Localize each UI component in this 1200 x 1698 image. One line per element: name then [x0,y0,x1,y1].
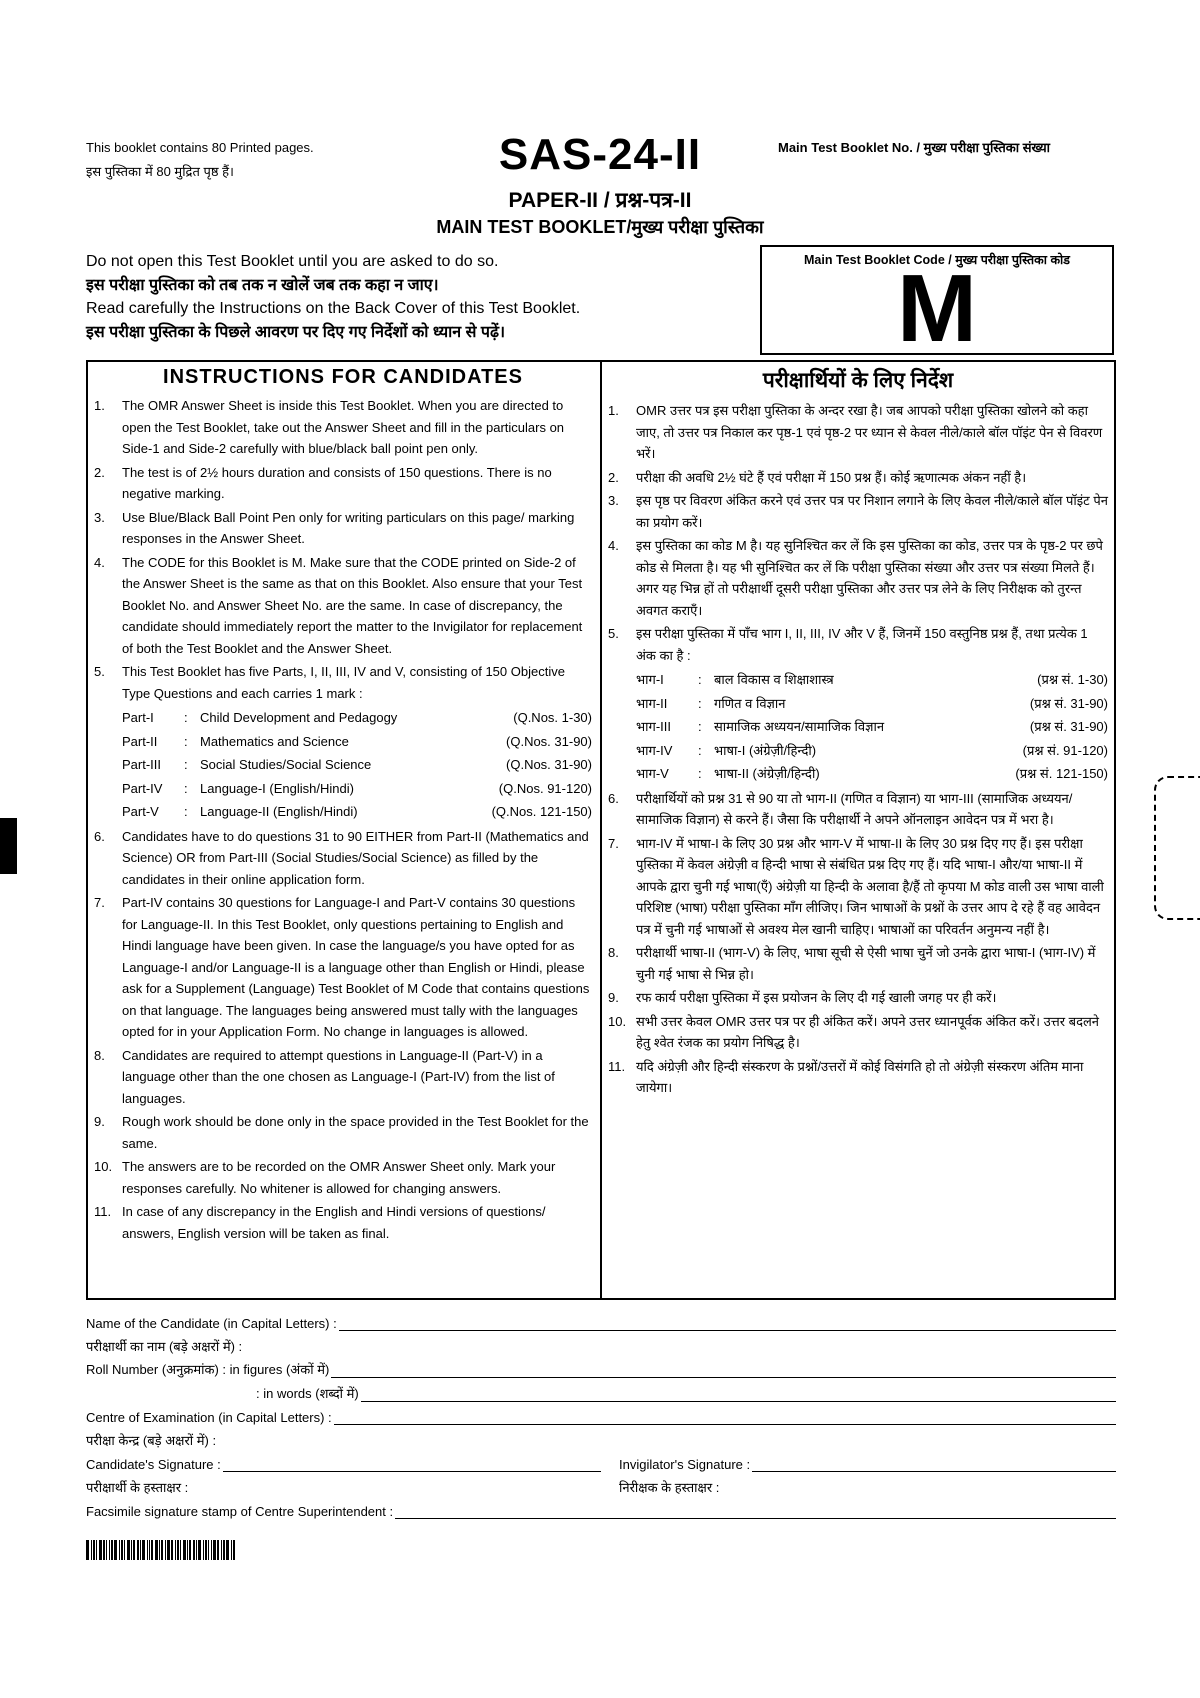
name-label-en: Name of the Candidate (in Capital Letters) : [86,1316,337,1331]
instruction-text: इस परीक्षा पुस्तिका में पाँच भाग I, II, III, IV और V हैं, जिनमें 150 वस्तुनिष्ठ प्रश्न हैं, तथा प्रत्येक 1 अंक का है : [636,626,1088,663]
part-name: Part-V [122,804,159,819]
part-colon: : [184,757,188,772]
notice-line-4: इस परीक्षा पुस्तिका के पिछले आवरण पर दिए गए निर्देशों को ध्यान से पढ़ें। [86,323,506,341]
roll-number-label: Roll Number (अनुक्रमांक) : in figures (अंकों में) [86,1362,330,1377]
instructions-hindi [608,366,1108,1101]
part-row [636,762,1108,786]
barcode-bar [205,1540,207,1560]
hi-instruction-item [608,833,1108,941]
en-instruction-item [94,507,592,550]
candidate-details-form [86,1308,1116,1519]
part-colon: : [184,804,188,819]
barcode-bar [93,1540,95,1560]
barcode-bar [133,1540,135,1560]
barcode-bar [189,1540,191,1560]
part-question-range: (Q.Nos. 31-90) [506,733,592,749]
instruction-number: 7. [608,835,619,851]
en-instruction-item [94,395,592,460]
instruction-text: This Test Booklet has five Parts, I, II, III, IV and V, consisting of 150 Objective Type Questions and each carries 1 mark : [122,664,565,701]
hi-parts-table [636,668,1108,786]
barcode-bar [203,1540,204,1560]
part-row [122,706,592,730]
instruction-text: The OMR Answer Sheet is inside this Test Booklet. When you are directed to open the Test Booklet, take out the Answer Sheet and fill in the particulars on Side-1 and Side-2 carefully with blue/black ball point pen only. [122,398,565,456]
part-subject: भाषा-II (अंग्रेज़ी/हिन्दी) [714,766,820,781]
barcode-bar [131,1540,132,1560]
barcode-bar [223,1540,225,1560]
instruction-number: 5. [94,664,105,679]
instruction-number: 8. [608,945,619,960]
signature-row-hi [86,1472,1116,1496]
part-name: भाग-V [636,766,669,781]
barcode-bar [96,1540,97,1560]
part-colon: : [698,719,702,734]
roll-words-label: : in words (शब्दों में) [256,1386,359,1401]
en-instruction-item [94,552,592,660]
barcode-bar [142,1540,145,1560]
invigilator-signature-hi [619,1478,1116,1496]
barcode-bar [109,1540,110,1560]
en-instruction-item [94,826,592,891]
barcode-bar [180,1540,181,1560]
part-subject: भाषा-I (अंग्रेज़ी/हिन्दी) [714,742,817,758]
barcode-bar [211,1540,212,1560]
hi-instruction-item [608,987,1108,1009]
column-divider [600,360,602,1300]
part-name: भाग-III [636,719,671,734]
barcode-bar [86,1540,89,1560]
instruction-number: 9. [608,990,619,1005]
barcode-bar [171,1540,173,1560]
booklet-code-box [760,245,1114,362]
part-name: Part-IV [122,780,163,796]
instruction-number: 5. [608,626,619,641]
instruction-text: Part-IV contains 30 questions for Language-I and Part-V contains 30 questions for Language-II. In this Test Booklet, only questions pertaining to English and Hindi language have been given. In case the language/s you have opted for as Language-I and/or Language-II is a language other than English or Hindi, please ask for a Supplement (Language) Test Booklet of M Code that contains questions on that language. The languages being answered must tally with the languages opted for in your Application Form. No change in languages is allowed. [122,895,590,1039]
barcode-bar [221,1540,222,1560]
instruction-text: Rough work should be done only in the space provided in the Test Booklet for the same. [122,1114,589,1151]
instruction-number: 4. [608,538,619,553]
en-instruction-item [94,1156,592,1199]
invigilator-signature-label-hi: निरीक्षक के हस्ताक्षर : [619,1480,720,1495]
facsimile-line[interactable] [395,1503,1116,1519]
invigilator-signature-label: Invigilator's Signature : [619,1457,751,1472]
part-question-range: (Q.Nos. 31-90) [506,757,592,772]
barcode-bar [119,1540,120,1560]
hi-instruction-item [608,535,1108,621]
instruction-text: रफ कार्य परीक्षा पुस्तिका में इस प्रयोजन के लिए दी गई खाली जगह पर ही करें। [636,990,997,1005]
instruction-number: 10. [94,1159,113,1174]
signature-row [86,1449,1116,1472]
part-subject: बाल विकास व शिक्षाशास्त्र [714,672,834,687]
barcode-bar [217,1540,219,1560]
en-instruction-item [94,892,592,1043]
instruction-number: 2. [608,469,619,485]
instructions-english [94,366,592,1246]
facsimile-label: Facsimile signature stamp of Centre Superintendent : [86,1504,394,1519]
part-row [122,753,592,777]
instruction-text: Use Blue/Black Ball Point Pen only for writing particulars on this page/ marking responses in the Answer Sheet. [122,509,575,546]
part-name: भाग-II [636,695,668,711]
candidate-signature-line[interactable] [223,1456,601,1472]
centre-row [86,1402,1116,1425]
part-subject: Child Development and Pedagogy [200,710,398,725]
part-subject: Language-II (English/Hindi) [200,804,358,819]
exam-code-title: SAS-24-II [498,130,702,179]
part-subject: Social Studies/Social Science [200,757,372,772]
roll-figures-row [86,1355,1116,1378]
page-count-en: This booklet contains 80 Printed pages. [86,140,314,155]
instruction-number: 7. [94,895,105,910]
part-question-range: (प्रश्न सं. 91-120) [1022,742,1108,758]
instruction-number: 9. [94,1114,105,1129]
instruction-number: 2. [94,464,105,480]
barcode-bar [226,1540,229,1560]
part-row [122,800,592,824]
barcode-bar [208,1540,209,1560]
instruction-number: 3. [94,509,105,525]
instruction-text: The test is of 2½ hours duration and consists of 150 questions. There is no negative marking. [122,464,552,501]
part-colon: : [184,733,188,749]
barcode-bar [127,1540,130,1560]
name-row [86,1308,1116,1331]
part-question-range: (प्रश्न सं. 31-90) [1029,695,1108,711]
part-row [636,692,1108,716]
barcode-bar [183,1540,186,1560]
notice-block [86,250,580,344]
part-subject: Mathematics and Science [200,733,349,749]
en-instruction-item [94,1045,592,1110]
barcode-bar [187,1540,188,1560]
part-name: Part-II [122,733,158,749]
candidate-signature-label: Candidate's Signature : [86,1457,221,1472]
barcode-bar [111,1540,113,1560]
barcode-bar [106,1540,107,1560]
hi-instruction-item [608,1056,1108,1099]
instruction-number: 1. [608,403,619,418]
instruction-text: इस पुस्तिका का कोड M है। यह सुनिश्चित कर लें कि इस पुस्तिका का कोड, उत्तर पत्र के पृष्ठ-2 पर छपे कोड से मिलता है। यह भी सुनिश्चित कर लें कि परीक्षा पुस्तिका संख्या और उत्तर पत्र संख्या मिलते हैं। अगर यह भिन्न हों तो परीक्षार्थी दूसरी परीक्षा पुस्तिका और उत्तर पत्र लेने के लिए निरीक्षक को तुरन्त अवगत कराएँ। [636,538,1103,618]
part-colon: : [698,672,702,687]
instruction-text: परीक्षार्थी भाषा-II (भाग-V) के लिए, भाषा सूची से ऐसी भाषा चुनें जो उनके द्वारा भाषा-I (भाग-IV) में चुनी गई भाषा से भिन्न हो। [636,945,1096,982]
roll-figures-input-line[interactable] [331,1362,1116,1378]
barcode-bar [165,1540,166,1560]
barcode-bar [91,1540,92,1560]
booklet-code-letter: M [897,255,977,362]
name-row-hi [86,1331,1116,1355]
en-instruction-item [94,1201,592,1244]
notice-line-1: Do not open this Test Booklet until you are asked to do so. [86,253,499,270]
part-row [122,777,592,801]
name-input-line[interactable] [339,1315,1116,1331]
name-label-hi: परीक्षार्थी का नाम (बड़े अक्षरों में) : [86,1339,243,1354]
part-row [122,730,592,754]
facsimile-row [86,1496,1116,1519]
barcode-bar [175,1540,176,1560]
candidate-signature-hi [86,1478,601,1496]
en-instruction-item [94,661,592,704]
barcode-bar [159,1540,160,1560]
part-question-range: (Q.Nos. 121-150) [491,804,592,819]
instructions-list-en [94,395,592,1244]
en-instruction-item [94,462,592,505]
hi-instruction-item [608,490,1108,533]
centre-input-line[interactable] [334,1409,1116,1425]
part-question-range: (प्रश्न सं. 31-90) [1029,719,1108,734]
instruction-number: 8. [94,1047,105,1063]
instruction-text: इस पृष्ठ पर विवरण अंकित करने एवं उत्तर पत्र पर निशान लगाने के लिए केवल नीले/काले बॉल पॉइंट पेन का प्रयोग करें। [636,493,1108,530]
barcode-bar [231,1540,232,1560]
centre-label-en: Centre of Examination (in Capital Letters) : [86,1410,332,1425]
booklet-code-label: Main Test Booklet Code / मुख्य परीक्षा पुस्तिका कोड [804,253,1070,267]
instruction-text: The CODE for this Booklet is M. Make sure that the CODE printed on Side-2 of the Answer Sheet is the same as that on this Booklet. Also ensure that your Test Booklet No. and Answer Sheet No. are the same. In case of discrepancy, the candidate should immediately report the matter to the Invigilator for replacement of both the Test Booklet and the Answer Sheet. [122,554,583,656]
barcode-bar [161,1540,163,1560]
perforation-mark [1154,776,1200,920]
part-name: भाग-IV [636,742,673,758]
instruction-number: 11. [608,1058,626,1074]
invigilator-signature-line[interactable] [752,1456,1116,1472]
barcode-bar [233,1540,235,1560]
instructions-heading-en: INSTRUCTIONS FOR CANDIDATES [163,366,523,388]
barcode-bar [196,1540,197,1560]
notice-line-3: Read carefully the Instructions on the Back Cover of this Test Booklet. [86,300,581,317]
barcode-bar [121,1540,123,1560]
instruction-text: परीक्षा की अवधि 2½ घंटे हैं एवं परीक्षा में 150 प्रश्न हैं। कोई ऋणात्मक अंकन नहीं है। [636,469,1027,485]
centre-label-hi: परीक्षा केन्द्र (बड़े अक्षरों में) : [86,1433,217,1448]
part-question-range: (Q.Nos. 91-120) [498,780,592,796]
instruction-number: 11. [94,1204,112,1219]
instruction-text: Candidates are required to attempt questions in Language-II (Part-V) in a language other than the one chosen as Language-I (Part-IV) from the list of languages. [122,1047,555,1106]
invigilator-signature-field [619,1456,1116,1472]
notice-line-2: इस परीक्षा पुस्तिका को तब तक न खोलें जब तक कहा न जाए। [86,276,439,294]
part-name: भाग-I [636,672,664,687]
instructions-list-hi [608,400,1108,1099]
barcode-bar [177,1540,179,1560]
hi-instruction-item [608,467,1108,489]
instruction-number: 3. [608,493,619,508]
roll-words-input-line[interactable] [361,1386,1116,1402]
candidate-signature-field [86,1456,601,1472]
en-parts-table [122,706,592,824]
instruction-text: सभी उत्तर केवल OMR उत्तर पत्र पर ही अंकित करें। अपने उत्तर ध्यानपूर्वक अंकित करें। उत्तर बदलने हेतु श्वेत रंजक का प्रयोग निषिद्ध है। [636,1013,1099,1050]
part-name: Part-III [122,757,162,772]
hi-instruction-item [608,1011,1108,1054]
part-subject: Language-I (English/Hindi) [200,780,354,796]
part-row [636,668,1108,692]
part-subject: सामाजिक अध्ययन/सामाजिक विज्ञान [714,719,885,734]
registration-mark [0,818,17,874]
part-question-range: (Q.Nos. 1-30) [513,710,592,725]
barcode-bar [147,1540,148,1560]
en-instruction-item [94,1111,592,1154]
barcode-bar [99,1540,102,1560]
centre-row-hi [86,1425,1116,1449]
barcode-bar [149,1540,150,1560]
barcode-bar [155,1540,158,1560]
instruction-text: Candidates have to do questions 31 to 90 EITHER from Part-II (Mathematics and Science) OR from Part-III (Social Studies/Social Science) as filled by the candidates in their online application form. [122,828,589,887]
part-question-range: (प्रश्न सं. 1-30) [1037,672,1108,687]
instruction-text: यदि अंग्रेज़ी और हिन्दी संस्करण के प्रश्नों/उत्तरों में कोई विसंगति हो तो अंग्रेज़ी संस्करण अंतिम माना जायेगा। [636,1058,1084,1095]
part-colon: : [184,780,188,796]
instruction-text: OMR उत्तर पत्र इस परीक्षा पुस्तिका के अन्दर रखा है। जब आपको परीक्षा पुस्तिका खोलने को कहा जाए, तो उत्तर पत्र निकाल कर पृष्ठ-1 एवं पृष्ठ-2 पर ध्यान से केवल नीले/काले बॉल पॉइंट पेन से विवरण भरें। [636,403,1103,461]
part-row [636,739,1108,763]
booklet-type: MAIN TEST BOOKLET/मुख्य परीक्षा पुस्तिका [436,217,764,237]
hi-instruction-item [608,623,1108,666]
part-colon: : [184,710,188,725]
barcode-bar [193,1540,195,1560]
barcode-bar [167,1540,170,1560]
part-colon: : [698,766,702,781]
part-subject: गणित व विज्ञान [714,695,786,711]
instruction-number: 6. [608,790,619,806]
instruction-number: 1. [94,398,105,413]
barcode-bar [124,1540,125,1560]
main-booklet-number-label: Main Test Booklet No. / मुख्य परीक्षा पुस्तिका संख्या [778,140,1051,155]
barcode-bar [103,1540,105,1560]
hi-instruction-item [608,788,1108,831]
hi-instruction-item [608,400,1108,465]
barcode-icon [86,1540,268,1560]
part-row [636,715,1108,739]
candidate-signature-label-hi: परीक्षार्थी के हस्ताक्षर : [86,1480,189,1495]
page-count-hi: इस पुस्तिका में 80 मुद्रित पृष्ठ हैं। [86,164,234,179]
instruction-number: 10. [608,1013,627,1029]
barcode-bar [198,1540,201,1560]
instruction-number: 6. [94,828,105,844]
barcode-bar [137,1540,139,1560]
instruction-number: 4. [94,554,105,570]
roll-words-row [86,1378,1116,1402]
part-colon: : [698,742,702,758]
barcode-bar [140,1540,141,1560]
instruction-text: परीक्षार्थियों को प्रश्न 31 से 90 या तो भाग-II (गणित व विज्ञान) या भाग-III (सामाजिक अध्ययन/सामाजिक विज्ञान) से करने हैं। जैसा कि परीक्षार्थी ने अपने ऑनलाइन आवेदन पत्र में भरा है। [636,790,1073,827]
part-colon: : [698,695,702,711]
barcode-bar [114,1540,117,1560]
part-question-range: (प्रश्न सं. 121-150) [1015,766,1108,781]
instructions-heading-hi: परीक्षार्थियों के लिए निर्देश [762,369,954,392]
hi-instruction-item [608,942,1108,985]
instruction-text: In case of any discrepancy in the English and Hindi versions of questions/ answers, English version will be taken as final. [122,1204,546,1241]
instruction-text: भाग-IV में भाषा-I के लिए 30 प्रश्न और भाग-V में भाषा-II के लिए 30 प्रश्न दिए गए हैं। इस परीक्षा पुस्तिका में केवल अंग्रेज़ी व हिन्दी भाषा से संबंधित प्रश्न दिए गए हैं। यदि भाषा-I और/या भाषा-II में आपके द्वारा चुनी गई भाषा(एँ) अंग्रेज़ी या हिन्दी के अलावा है/हैं तो कृपया M कोड वाली उस भाषा वाली परिशिष्ट (भाषा) परीक्षा पुस्तिका माँग लीजिए। जिन भाषाओं के प्रश्नों के उत्तर आप दे रहे हैं वह आवेदन पत्र में चुनी गई भाषाओं से अवश्य मेल खानी चाहिए। भाषाओं का परिवर्तन अनुमन्य नहीं है। [636,835,1104,937]
barcode-bar [151,1540,153,1560]
instruction-text: The answers are to be recorded on the OMR Answer Sheet only. Mark your responses carefully. No whitener is allowed for changing answers. [122,1159,556,1196]
barcode-bar [213,1540,216,1560]
paper-title: PAPER-II / प्रश्न-पत्र-II [508,189,692,212]
part-name: Part-I [122,710,154,725]
